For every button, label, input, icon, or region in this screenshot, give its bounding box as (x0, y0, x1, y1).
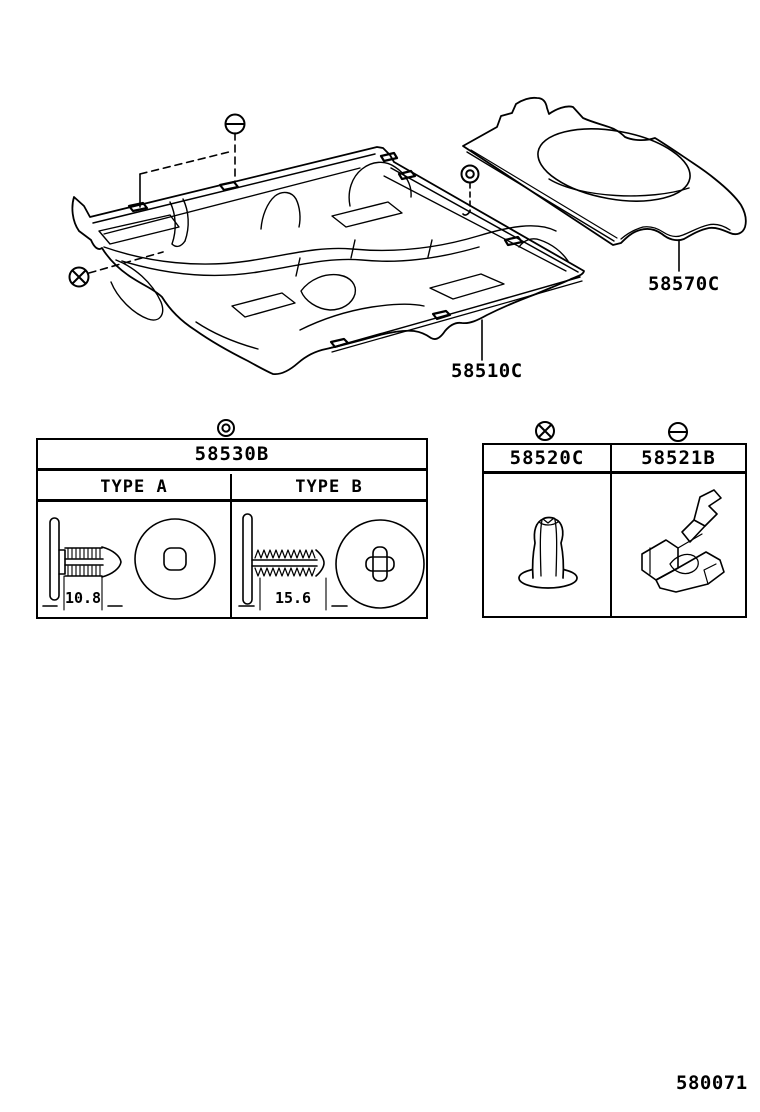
circle-dot-icon (462, 166, 479, 183)
circle-cross-icon (70, 268, 89, 287)
carpet-mounting-tabs (129, 153, 522, 347)
push-clip-type-a-drawing (40, 505, 228, 617)
type-a-label: TYPE A (100, 476, 168, 497)
clip-table-header: 58530B (38, 440, 426, 471)
spare-tire-recess-oval (532, 118, 695, 212)
floor-carpet-drawing (72, 147, 584, 374)
circle-dot-icon-table (218, 420, 234, 436)
metal-clip-drawing (612, 475, 745, 616)
rear-mat-drawing (463, 98, 746, 245)
fastener-table-header-row (484, 445, 745, 474)
type-b-label: TYPE B (295, 476, 363, 497)
clip-part-number: 58521B (641, 447, 716, 469)
type-b-dimension: 15.6 (274, 589, 312, 607)
grommet-drawing (486, 475, 610, 616)
grommet-part-number: 58520C (509, 447, 585, 469)
circle-minus-icon-table (669, 423, 687, 441)
carpet-interior-contours (99, 162, 568, 349)
clip-type-table (36, 438, 428, 619)
circle-minus-icon (226, 115, 245, 134)
diagram-number: 580071 (676, 1072, 748, 1094)
part-label-rear-mat: 58570C (648, 273, 720, 295)
circle-cross-icon-table (536, 422, 554, 440)
clip-table-body (38, 505, 426, 617)
screw-clip-type-b-drawing (234, 505, 426, 617)
fastener-table (482, 443, 747, 618)
clip-table-type-row (38, 474, 426, 502)
part-label-floor-carpet: 58510C (451, 360, 523, 382)
type-a-dimension: 10.8 (64, 589, 102, 607)
